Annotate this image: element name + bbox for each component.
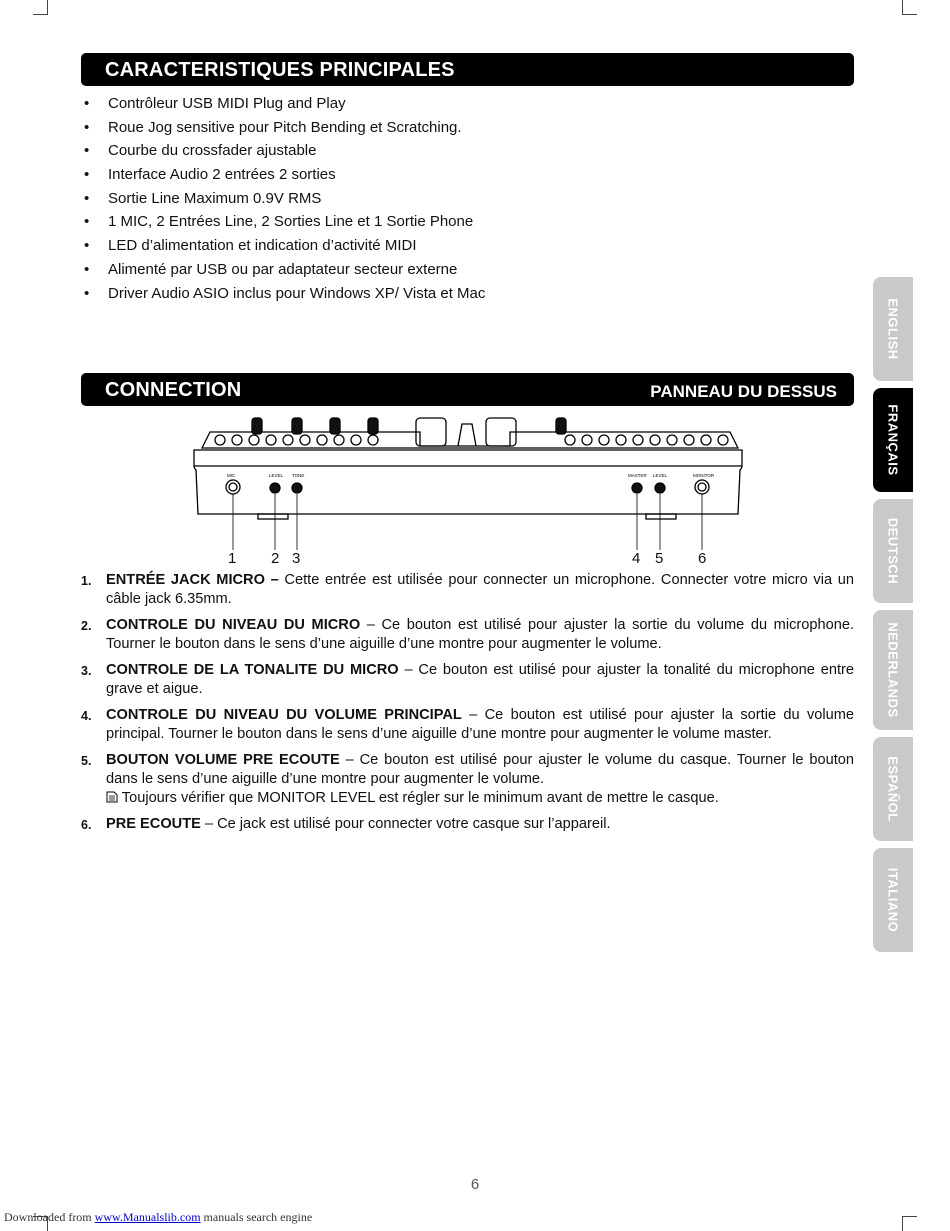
list-item: • 1 MIC, 2 Entrées Line, 2 Sorties Line et 1 Sortie Phone (84, 213, 474, 231)
top-panel-diagram (190, 410, 746, 550)
panel-label-monitor: MONITOR (693, 473, 715, 478)
list-item: 6. PRE ECOUTE – Ce jack est utilisé pour connecter votre casque sur l’appareil. (81, 816, 611, 832)
callout-6: 6 (698, 550, 707, 567)
note: Toujours vérifier que MONITOR LEVEL est régler sur le minimum avant de mettre le casque. (106, 789, 854, 808)
list-item: • Sortie Line Maximum 0.9V RMS (84, 189, 322, 207)
tab-nederlands[interactable]: NEDERLANDS (873, 610, 913, 730)
tab-francais[interactable]: FRANÇAIS (873, 388, 913, 492)
list-item: • Alimenté par USB ou par adaptateur secteur externe (84, 260, 458, 278)
features-title: CARACTERISTIQUES PRINCIPALES (105, 59, 455, 81)
list-item: 2. CONTROLE DU NIVEAU DU MICRO – Ce bouton est utilisé pour ajuster la sortie du volume du microphone. Tourner le bouton dans le sens d’une aiguille d’une montre pour augmenter le volume. (81, 617, 854, 652)
footer: Downloaded from www.Manualslib.com manuals search engine (4, 1210, 313, 1224)
connection-header-bar (81, 373, 854, 406)
list-item: 5. BOUTON VOLUME PRE ECOUTE – Ce bouton est utilisé pour ajuster le volume du casque. Tourner le bouton dans le sens d’une aiguille d’une montre pour augmenter le volume. Toujours vérifier que MONITOR LEVEL est régler sur le minimum avant de mettre le casque. (81, 752, 854, 806)
note-icon (106, 791, 118, 803)
crop-mark (902, 14, 917, 15)
list-item: 4. CONTROLE DU NIVEAU DU VOLUME PRINCIPAL – Ce bouton est utilisé pour ajuster la sortie du volume principal. Tourner le bouton dans le sens d’une aiguille d’une montre pour augmenter le volume master. (81, 707, 855, 742)
manualslib-link[interactable]: www.Manualslib.com (94, 1210, 201, 1224)
list-item: • LED d’alimentation et indication d’activité MIDI (84, 237, 417, 255)
tab-english[interactable]: ENGLISH (873, 277, 913, 381)
connection-title: CONNECTION (105, 379, 242, 401)
callout-2: 2 (271, 550, 280, 567)
callout-5: 5 (655, 550, 664, 567)
callout-1: 1 (228, 550, 237, 567)
features-header-bar (81, 53, 854, 86)
list-item: 1. ENTRÉE JACK MICRO – Cette entrée est utilisée pour connecter un microphone. Connecter votre micro via un câble jack 6.35mm. (81, 572, 854, 607)
page-number: 6 (470, 1176, 480, 1193)
panel-label-tone: TONE (292, 473, 305, 478)
crop-mark (47, 0, 48, 14)
callout-4: 4 (632, 550, 641, 567)
list-item: 3. CONTROLE DE LA TONALITE DU MICRO – Ce bouton est utilisé pour ajuster la tonalité du microphone entre grave et aigue. (81, 662, 854, 697)
callout-3: 3 (292, 550, 301, 567)
list-item: • Interface Audio 2 entrées 2 sorties (84, 166, 336, 184)
features-list (84, 94, 485, 307)
list-item: • Contrôleur USB MIDI Plug and Play (84, 95, 346, 112)
crop-mark (902, 1216, 917, 1217)
crop-mark (902, 0, 903, 14)
list-item: • Roue Jog sensitive pour Pitch Bending et Scratching. (84, 118, 462, 136)
list-item: • Courbe du crossfader ajustable (84, 142, 317, 160)
connection-subtitle: PANNEAU DU DESSUS (650, 382, 837, 401)
crop-mark (902, 1217, 903, 1231)
panel-label-master: MASTER (628, 473, 647, 478)
crop-mark (33, 14, 48, 15)
panel-label-level-2: LEVEL (653, 473, 668, 478)
list-item: • Driver Audio ASIO inclus pour Windows XP/ Vista et Mac (84, 284, 486, 302)
tab-espanol[interactable]: ESPAÑOL (873, 737, 913, 841)
connection-items (81, 571, 854, 841)
panel-label-mic: MIC (227, 473, 236, 478)
tab-italiano[interactable]: ITALIANO (873, 848, 913, 952)
panel-label-level: LEVEL (269, 473, 284, 478)
tab-deutsch[interactable]: DEUTSCH (873, 499, 913, 603)
